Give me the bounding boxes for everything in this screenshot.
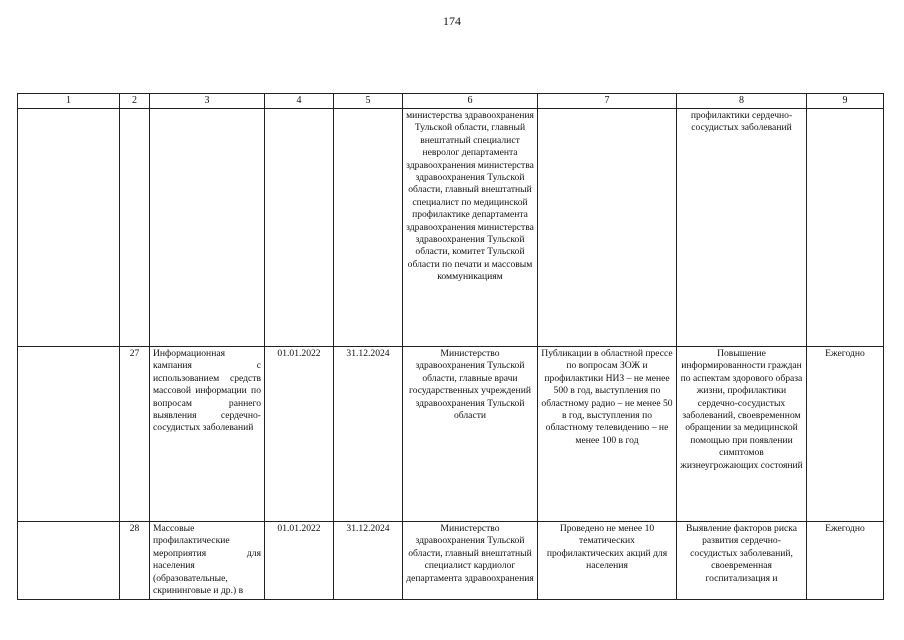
frequency-cell	[807, 109, 884, 347]
indicator-cell	[538, 109, 677, 347]
table-row	[18, 347, 884, 522]
indicator-cell: Проведено не менее 10 тематических профилактических акций для населения	[538, 522, 677, 600]
end-date-cell: 31.12.2024	[334, 347, 403, 522]
result-cell: Повышение информированности граждан по аспектам здорового образа жизни, профилактики сердечно-сосудистых заболеваний, своевременном обращении за медицинской помощью при появлении симптомов жизнеугрожающих состояний	[677, 347, 807, 522]
measure-cell	[150, 109, 265, 347]
measure-cell: Информационная кампания с использованием средств массовой информации по вопросам раннего выявления сердечно-сосудистых заболеваний	[150, 347, 265, 522]
number-cell: 28	[120, 522, 150, 600]
region-cell	[18, 109, 120, 347]
header-cell: 6	[403, 94, 538, 109]
responsible-cell: министерства здравоохранения Тульской области, главный внештатный специалист невролог департамента здравоохранения министерства здравоохранения Тульской области, главный внештатный специалист по медицинской профилактике департамента здравоохранения министерства здравоохранения Тульской области, комитет Тульской области по печати и массовым коммуникациям	[403, 109, 538, 347]
frequency-cell: Ежегодно	[807, 522, 884, 600]
region-cell	[18, 347, 120, 522]
page-number: 174	[443, 14, 461, 28]
number-cell: 27	[120, 347, 150, 522]
responsible-cell: Министерство здравоохранения Тульской области, главный внештатный специалист кардиолог департамента здравоохранения	[403, 522, 538, 600]
start-date-cell: 01.01.2022	[265, 347, 334, 522]
frequency-cell: Ежегодно	[807, 347, 884, 522]
region-cell	[18, 522, 120, 600]
header-cell: 9	[807, 94, 884, 109]
start-date-cell	[265, 109, 334, 347]
header-row	[18, 94, 884, 109]
header-cell: 8	[677, 94, 807, 109]
responsible-cell: Министерство здравоохранения Тульской области, главные врачи государственных учреждений здравоохранения Тульской области	[403, 347, 538, 522]
end-date-cell: 31.12.2024	[334, 522, 403, 600]
indicator-cell: Публикации в областной прессе по вопросам ЗОЖ и профилактики НИЗ – не менее 500 в год, выступления по областному радио – не менее 50 в год, выступления по областному телевидению – не менее 100 в год	[538, 347, 677, 522]
start-date-cell: 01.01.2022	[265, 522, 334, 600]
measure-cell: Массовые профилактические мероприятия для населения (образовательные, скрининговые и др.) в	[150, 522, 265, 600]
result-cell: Выявление факторов риска развития сердечно-сосудистых заболеваний, своевременная госпитализация и	[677, 522, 807, 600]
header-cell: 4	[265, 94, 334, 109]
header-cell: 2	[120, 94, 150, 109]
header-cell: 7	[538, 94, 677, 109]
measures-table	[17, 93, 884, 600]
header-cell: 1	[18, 94, 120, 109]
table-row	[18, 109, 884, 347]
end-date-cell	[334, 109, 403, 347]
result-cell: профилактики сердечно-сосудистых заболеваний	[677, 109, 807, 347]
header-cell: 3	[150, 94, 265, 109]
table-row	[18, 522, 884, 600]
header-cell: 5	[334, 94, 403, 109]
number-cell	[120, 109, 150, 347]
